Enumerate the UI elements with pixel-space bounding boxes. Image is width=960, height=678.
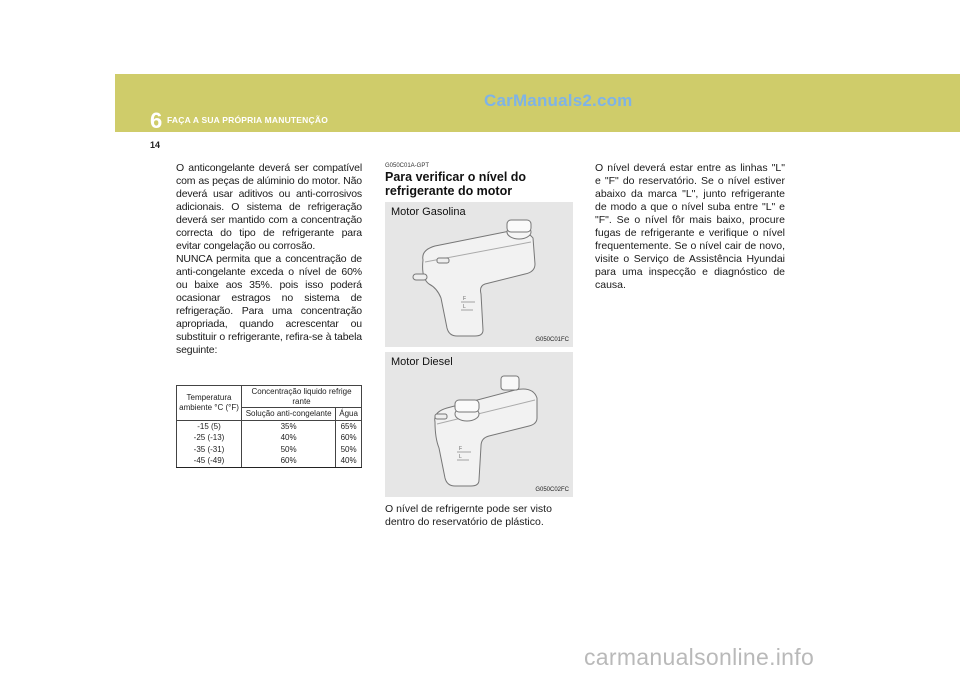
section-code: G050C01A-GPT bbox=[385, 163, 430, 169]
cell-solution: 50% bbox=[242, 444, 336, 456]
cell-temp: -45 (-49) bbox=[177, 455, 242, 467]
svg-text:L: L bbox=[459, 454, 462, 460]
reservoir-caption: O nível de refrigernte pode ser visto dentro do reservatório de plástico. bbox=[385, 503, 552, 528]
header-watermark[interactable]: CarManuals2.com bbox=[484, 91, 633, 110]
coolant-concentration-table bbox=[176, 385, 362, 468]
cell-water: 40% bbox=[336, 455, 362, 467]
header-solution: Solução anti-congelante bbox=[242, 408, 336, 421]
paragraph-compatibility: O anticongelante deverá ser compatível com as peças de alúminio do motor. Não deverá usar aditivos ou anti-corrosivos adicionais. O sistema de refrigeração deverá ser mantido com a concentração correcta do tipo de refrigerante para evitar congelação ou corrosão. bbox=[176, 162, 362, 252]
cell-temp: -35 (-31) bbox=[177, 444, 242, 456]
cell-temp: -15 (5) bbox=[177, 420, 242, 432]
figure-gasoline-reservoir bbox=[385, 202, 573, 347]
level-instructions: O nível deverá estar entre as linhas "L" e "F" do reservatório. Se o nível estiver abaixo da marca "L", junto refrigerante de modo a que o nível suba entre "L" e "F". Se o nível fôr mais baixo, procure fugas de refrigerante e verifique o nível frequentemente. Se o nível cair de novo, visite o Serviço de Assistência Hyundai para uma inspecção e diagnóstico de causa. bbox=[595, 162, 785, 291]
chapter-number: 6 bbox=[150, 108, 163, 133]
cell-solution: 60% bbox=[242, 455, 336, 467]
figure-label-gasoline: Motor Gasolina bbox=[391, 206, 466, 218]
header-water: Água bbox=[336, 408, 362, 421]
cell-water: 60% bbox=[336, 432, 362, 444]
section-title: Para verificar o nível do refrigerante do motor bbox=[385, 170, 527, 198]
reservoir-illustration bbox=[385, 352, 573, 497]
chapter-title: FAÇA A SUA PRÓPRIA MANUTENÇÃO bbox=[167, 115, 329, 125]
column-1 bbox=[176, 162, 362, 357]
table-row bbox=[177, 432, 362, 444]
reservoir-illustration bbox=[385, 202, 573, 347]
svg-text:L: L bbox=[463, 304, 466, 310]
table-row bbox=[177, 420, 362, 432]
cell-water: 65% bbox=[336, 420, 362, 432]
figure-code-gasoline: G050C01FC bbox=[535, 337, 569, 343]
cell-solution: 35% bbox=[242, 420, 336, 432]
figure-code-diesel: G050C02FC bbox=[535, 487, 569, 493]
cell-solution: 40% bbox=[242, 432, 336, 444]
svg-text:F: F bbox=[459, 446, 463, 452]
svg-text:F: F bbox=[463, 296, 467, 302]
footer-watermark[interactable]: carmanualsonline.info bbox=[584, 644, 815, 670]
figure-label-diesel: Motor Diesel bbox=[391, 356, 453, 368]
cell-water: 50% bbox=[336, 444, 362, 456]
page-number: 14 bbox=[150, 140, 161, 150]
header-temperature: Temperatura ambiente °C (°F) bbox=[177, 386, 242, 421]
figure-diesel-reservoir bbox=[385, 352, 573, 497]
header-concentration: Concentração liquido refrige rante bbox=[242, 386, 362, 408]
table-row bbox=[177, 455, 362, 467]
table-row bbox=[177, 444, 362, 456]
cell-temp: -25 (-13) bbox=[177, 432, 242, 444]
paragraph-concentration: NUNCA permita que a concentração de anti-congelante exceda o nível de 60% ou baixe aos 35%. pois isso poderá ocasionar estragos no sistema de refrigeração. Para uma concentração apropriada, quando acrescentar ou substituir o refrigerante, refira-se à tabela seguinte: bbox=[176, 253, 362, 356]
